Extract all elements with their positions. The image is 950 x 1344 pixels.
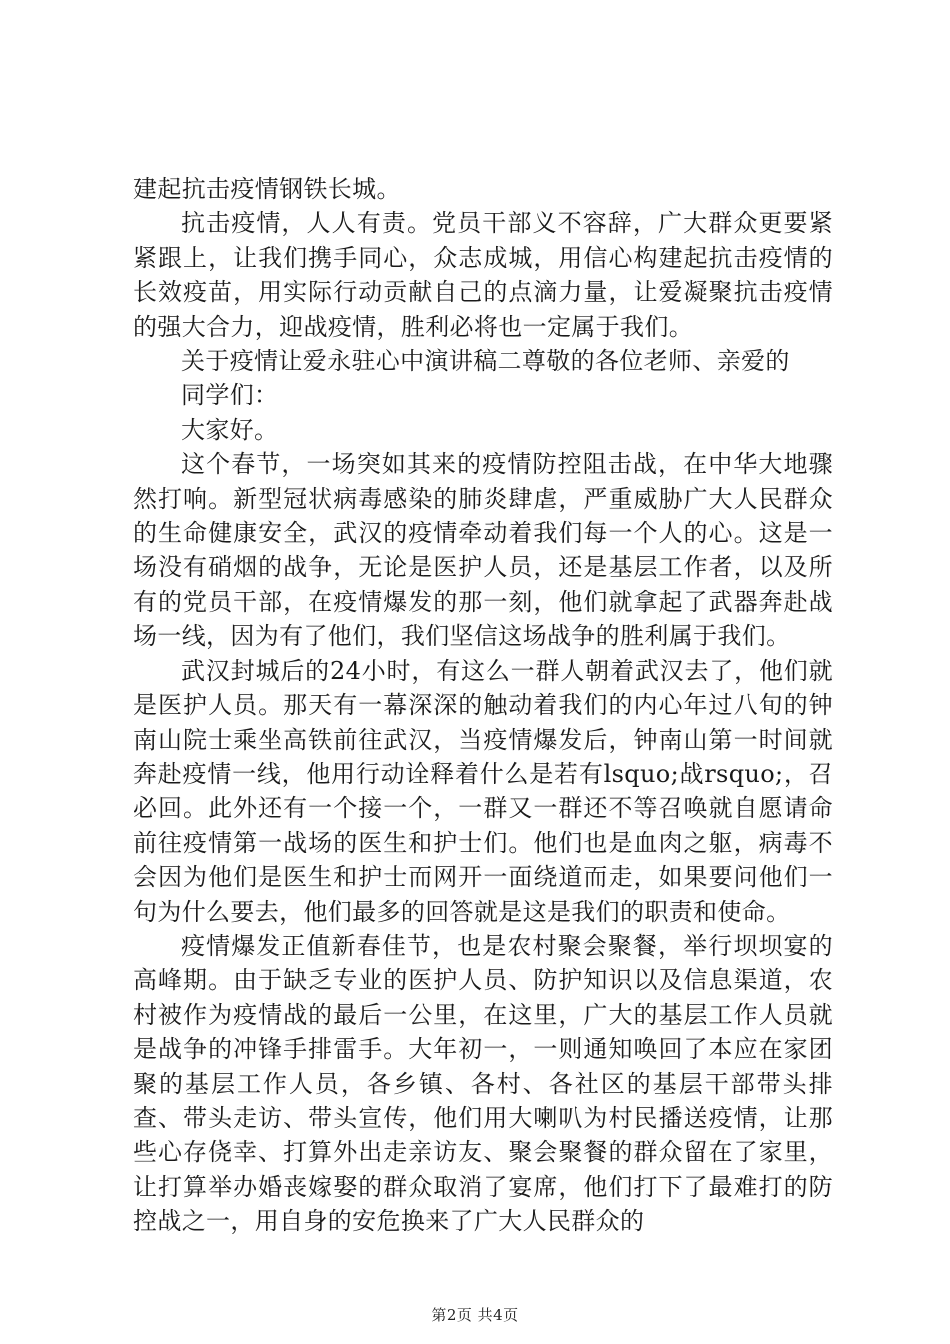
paragraph: 这个春节，一场突如其来的疫情防控阻击战，在中华大地骤然打响。新型冠状病毒感染的肺炎肆虐，严重威胁广大人民群众的生命健康安全，武汉的疫情牵动着我们每一个人的心。这是一场没有硝烟的战争，无论是医护人员，还是基层工作者，以及所有的党员干部，在疫情爆发的那一刻，他们就拿起了武器奔赴战场一线，因为有了他们，我们坚信这场战争的胜利属于我们。 [133, 450, 833, 651]
paragraph: 同学们： [181, 381, 279, 410]
paragraph: 疫情爆发正值新春佳节，也是农村聚会聚餐，举行坝坝宴的高峰期。由于缺乏专业的医护人员、防护知识以及信息渠道，农村被作为疫情战的最后一公里，在这里，广大的基层工作人员就是战争的冲锋手排雷手。大年初一，一则通知唤回了本应在家团聚的基层工作人员，各乡镇、各村、各社区的基层干部带头排查、带头走访、带头宣传，他们用大喇叭为村民播送疫情，让那些心存侥幸、打算外出走亲访友、聚会聚餐的群众留在了家里，让打算举办婚丧嫁娶的群众取消了宴席，他们打下了最难打的防控战之一，用自身的安危换来了广大人民群众的 [133, 931, 833, 1236]
page-number-label: 第2页 共4页 [431, 1306, 519, 1324]
paragraph: 抗击疫情，人人有责。党员干部义不容辞，广大群众更要紧紧跟上，让我们携手同心，众志成城，用信心构建起抗击疫情的长效疫苗，用实际行动贡献自己的点滴力量，让爱凝聚抗击疫情的强大合力，迎战疫情，胜利必将也一定属于我们。 [133, 209, 833, 341]
paragraph: 关于疫情让爱永驻心中演讲稿二尊敬的各位老师、亲爱的 [181, 347, 790, 376]
document-body [133, 172, 833, 1239]
page-footer [0, 1304, 950, 1325]
paragraph: 建起抗击疫情钢铁长城。 [133, 175, 401, 203]
paragraph: 武汉封城后的24小时，有这么一群人朝着武汉去了，他们就是医护人员。那天有一幕深深的触动着我们的内心年过八旬的钟南山院士乘坐高铁前往武汉，当疫情爆发后，钟南山第一时间就奔赴疫情一线，他用行动诠释着什么是若有lsquo;战rsquo;，召必回。此外还有一个接一个，一群又一群还不等召唤就自愿请命前往疫情第一战场的医生和护士们。他们也是血肉之躯，病毒不会因为他们是医生和护士而网开一面绕道而走，如果要问他们一句为什么要去，他们最多的回答就是这是我们的职责和使命。 [133, 656, 833, 926]
paragraph: 大家好。 [181, 415, 279, 444]
